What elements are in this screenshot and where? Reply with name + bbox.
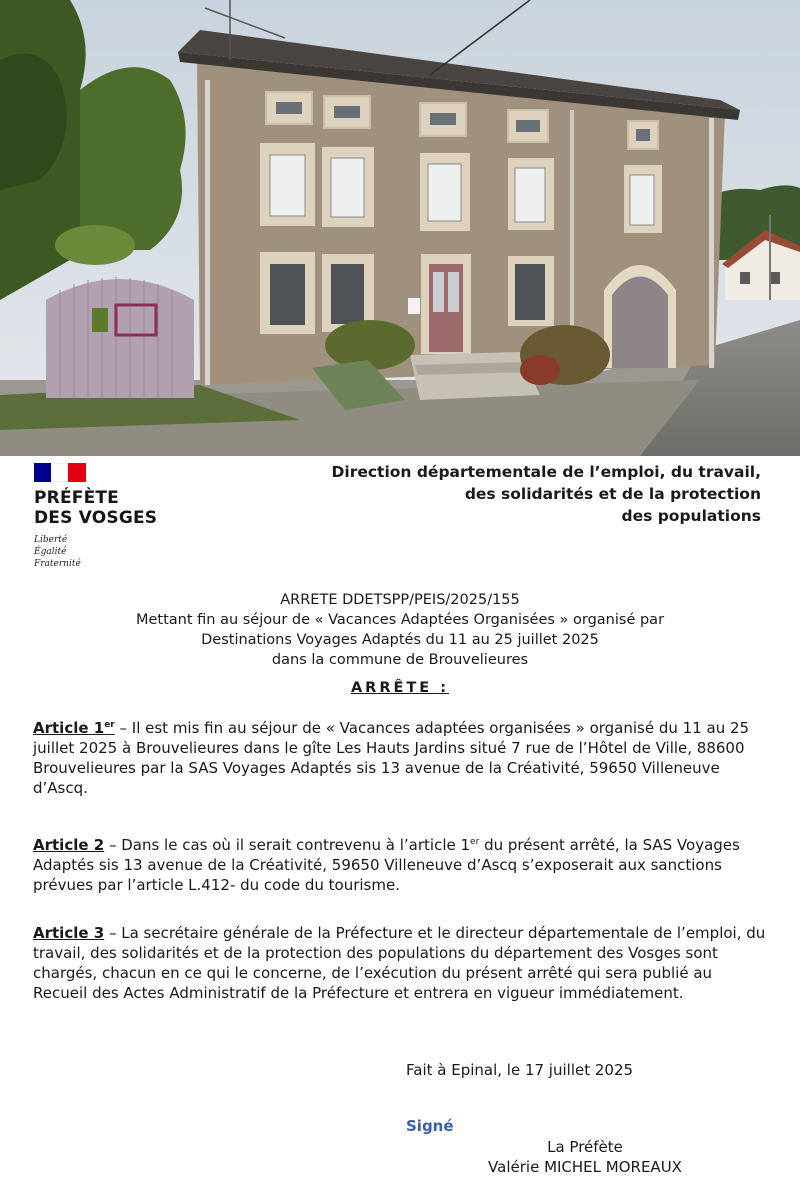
- building-photo: [0, 0, 800, 456]
- article-2-sup: er: [470, 837, 480, 847]
- direction-header: [321, 461, 761, 527]
- title-line3: dans la commune de Brouvelieures: [271, 652, 529, 668]
- flag-white-stripe: [51, 463, 68, 482]
- signatory: [480, 1137, 690, 1177]
- article-1-text: – Il est mis fin au séjour de « Vacances adaptées organisées » organisé du 11 au 25 juillet 2025 à Brouvelieures dans le gîte Les Hauts Jardins situé 7 rue de l’Hôtel de Ville, 88600 Brouvelieures par la SAS Voyages Adaptés sis 13 avenue de la Créativité, 59650 Villeneuve d’Ascq.: [33, 719, 750, 797]
- signatory-name: Valérie MICHEL MOREAUX: [488, 1158, 682, 1176]
- motto-egalite: Égalité: [34, 547, 67, 557]
- article-1: [33, 718, 768, 798]
- article-2-label: Article 2: [33, 836, 105, 854]
- article-1-sup: er: [104, 720, 115, 730]
- motto-liberte: Liberté: [34, 535, 68, 545]
- flag-red-stripe: [68, 463, 86, 482]
- title-line2: Destinations Voyages Adaptés du 11 au 25 juillet 2025: [201, 632, 599, 648]
- title-line1: Mettant fin au séjour de « Vacances Adaptées Organisées » organisé par: [135, 612, 665, 628]
- place-date: Fait à Epinal, le 17 juillet 2025: [406, 1061, 634, 1079]
- article-2-text-before: – Dans le cas où il serait contrevenu à l’article 1: [104, 836, 471, 854]
- flag-blue-stripe: [34, 463, 51, 482]
- article-1-label: [33, 719, 115, 737]
- motto-fraternite: Fraternité: [34, 559, 81, 569]
- prefecture-name-line1: PRÉFÈTE: [34, 488, 119, 508]
- signatory-role: La Préfète: [547, 1138, 623, 1156]
- article-1-label-text: Article 1: [33, 719, 105, 737]
- prefecture-logo: [34, 463, 157, 570]
- article-3-label: Article 3: [33, 924, 105, 942]
- prefecture-name: [34, 488, 157, 528]
- article-3: [33, 923, 768, 1003]
- arrete-reference: ARRETE DDETSPP/PEIS/2025/155: [280, 592, 520, 608]
- direction-line1: Direction départementale de l’emploi, du travail,: [331, 463, 761, 481]
- prefecture-name-line2: DES VOSGES: [34, 508, 158, 528]
- republic-motto: [34, 534, 157, 570]
- direction-line2: des solidarités et de la protection: [464, 485, 761, 503]
- article-2: [33, 835, 768, 895]
- direction-line3: des populations: [621, 507, 761, 525]
- article-2-text-after: du présent arrêté, la SAS Voyages Adaptés sis 13 avenue de la Créativité, 59650 Villeneuve d’Ascq s’exposerait aux sanctions prévues par l’article L.412- du code du tourisme.: [33, 836, 740, 894]
- arrete-title: [0, 590, 800, 670]
- article-3-text: – La secrétaire générale de la Préfecture et le directeur départementale de l’emploi, du travail, des solidarités et de la protection des populations du département des Vosges sont chargés, chacun en ce qui le concerne, de l’exécution du présent arrêté qui sera publié au Recueil des Actes Administratif de la Préfecture et entrera en vigueur immédiatement.: [33, 924, 766, 1002]
- marianne-flag-icon: [34, 463, 86, 482]
- signed-mark: Signé: [406, 1117, 454, 1135]
- arrete-heading: ARRÊTE :: [350, 680, 450, 696]
